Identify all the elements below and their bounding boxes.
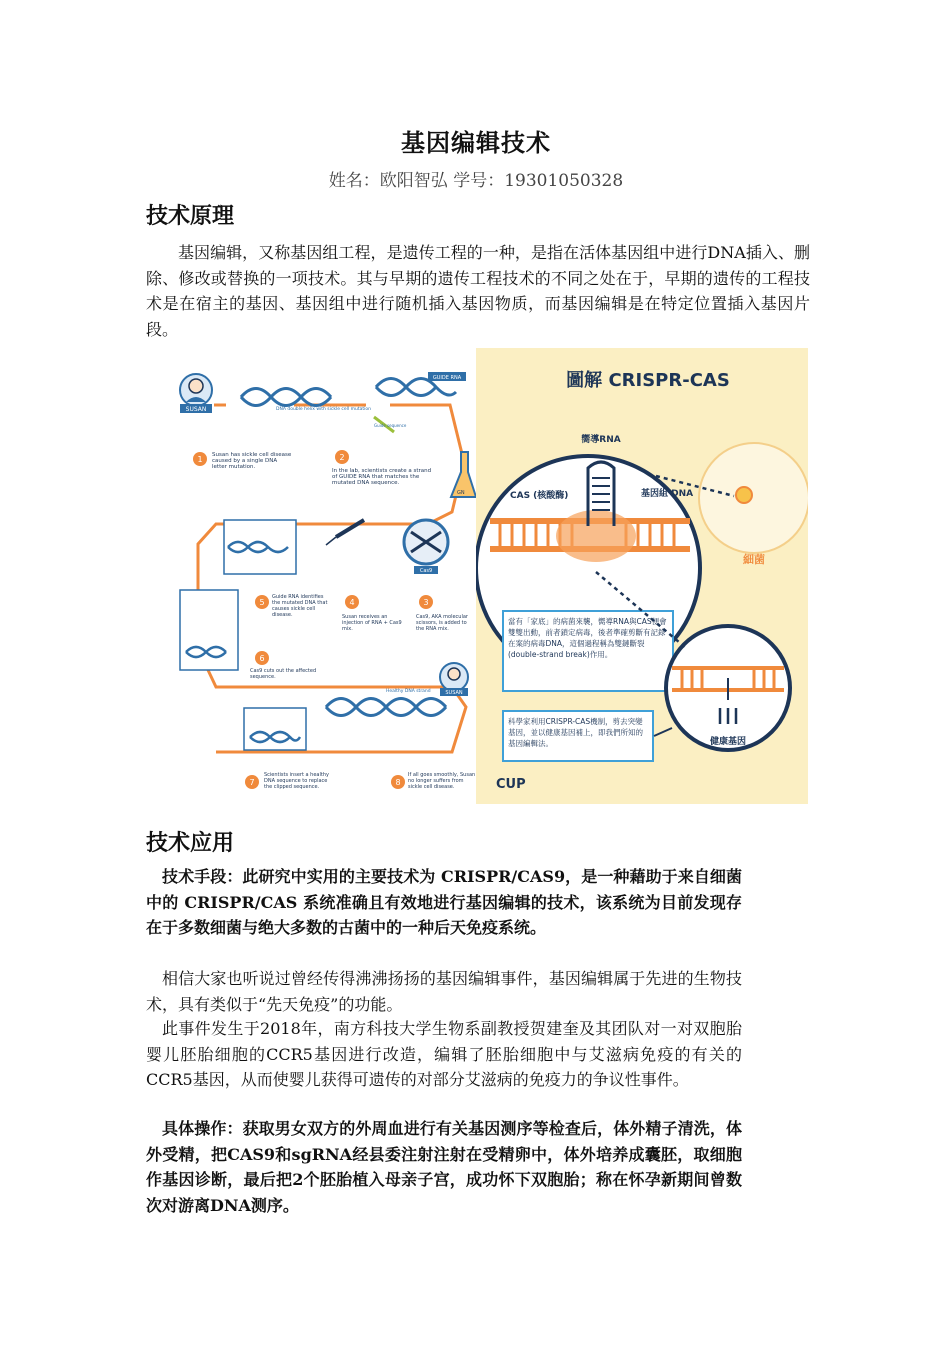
susan-healthy-avatar: [440, 663, 468, 696]
event-paragraph: 此事件发生于2018年，南方科技大学生物系副教授贺建奎及其团队对一对双胞胎婴儿胚胎细胞的CCR5基因进行改造，编辑了胚胎细胞中与艾滋病免疫的有关的CCR5基因，从而使婴儿获得可遗传的对部分艾滋病的免疫力的争议性事件。: [146, 1019, 742, 1089]
background-paragraph: 相信大家也听说过曾经传得沸沸扬扬的基因编辑事件，基因编辑属于先进的生物技术，具有类似于“先天免疫”的功能。: [146, 969, 742, 1014]
info-box-gene-editing: 科學家利用CRISPR-CAS機制，剪去突變基因，並以健康基因補上，即我們所知的基因編輯法。: [502, 710, 654, 762]
svg-text:5: 5: [259, 598, 265, 607]
svg-text:1: 1: [197, 455, 203, 464]
section-heading-application: 技术应用: [146, 831, 235, 856]
section-heading-principle: 技术原理: [146, 204, 235, 229]
guide-rna-label: GUIDE RNA: [432, 375, 462, 381]
step-6-box: [180, 590, 238, 670]
step-1-text: Susan has sickle cell disease caused by a single DNA letter mutation.: [212, 452, 292, 470]
info-box-double-strand-break: 當有「家底」的病菌來襲，嚮導RNA與CAS便會雙雙出動，前者鎖定病毒，後者準確剪斷有記錄在案的病毒DNA，這個過程稱為雙鏈斷裂(double-strand break)作用。: [502, 610, 674, 692]
svg-text:4: 4: [349, 598, 355, 607]
step-7-box: [244, 708, 306, 750]
svg-text:2: 2: [339, 453, 345, 462]
bacteria-label: 細菌: [743, 553, 765, 566]
step-2-text: In the lab, scientists create a strand of GUIDE RNA that matches the mutated DNA sequence.: [332, 468, 432, 486]
step-4-text: Susan receives an injection of RNA + Cas9 mix.: [342, 614, 402, 632]
author-line: 姓名：欧阳智弘 学号：19301050328: [328, 171, 624, 191]
technique-paragraph: 技术手段：此研究中实用的主要技术为 CRISPR/CAS9，是一种藉助于来自细菌中的 CRISPR/CAS 系统准确且有效地进行基因编辑的技术，该系统为目前发现存在于多数细菌与绝大多数的古菌中的一种后天免疫系统。: [146, 867, 742, 937]
cas-label: CAS (核酸酶): [510, 491, 569, 501]
procedure-paragraph: 具体操作：获取男女双方的外周血进行有关基因测序等检查后，体外精子清洗，体外受精，把CAS9和sgRNA经县委注射注射在受精卵中，体外培养成囊胚，取细胞作基因诊断，最后把2个胚胎植入母亲子宫，成功怀下双胞胎；称在怀孕新期间曾数次对游离DNA测序。: [146, 1119, 742, 1215]
susan-avatar: [180, 374, 212, 413]
svg-text:6: 6: [259, 654, 265, 663]
guide-seq-note: Guide sequence: [374, 423, 407, 428]
step-5-box: [224, 520, 296, 574]
infographic-title: 圖解 CRISPR-CAS: [566, 370, 730, 391]
step-8-text: If all goes smoothly, Susan no longer suffers from sickle cell disease.: [408, 772, 476, 790]
cas9-label: Cas9: [419, 568, 433, 574]
svg-text:8: 8: [395, 778, 401, 787]
crispr-process-figure: [176, 352, 476, 802]
step-5-text: Guide RNA identifies the mutated DNA that causes sickle cell disease.: [272, 594, 328, 618]
bacteria-cell: [699, 443, 808, 553]
cup-logo: CUP: [496, 777, 526, 792]
step-7-text: Scientists insert a healthy DNA sequence to replace the clipped sequence.: [264, 772, 329, 790]
step-3-text: Cas9, AKA molecular scissors, is added to the RNA mix.: [416, 614, 468, 632]
guide-rna-cn-label: 嚮導RNA: [581, 435, 621, 445]
susan-label: SUSAN: [185, 406, 207, 413]
svg-text:3: 3: [423, 598, 429, 607]
principle-paragraph: 基因编辑，又称基因组工程，是遗传工程的一种，是指在活体基因组中进行DNA插入、删除、修改或替换的一项技术。其与早期的遗传工程技术的不同之处在于，早期的遗传的工程技术是在宿主的基因、基因组中进行随机插入基因物质，而基因编辑是在特定位置插入基因片段。: [146, 243, 810, 339]
healthy-gene-label: 健康基因: [709, 737, 747, 747]
svg-text:SUSAN: SUSAN: [445, 690, 463, 696]
step-6-text: Cas9 cuts out the affected sequence.: [250, 668, 317, 680]
page-title: 基因编辑技术: [401, 128, 551, 157]
genome-dna-label: 基因組 DNA: [641, 489, 694, 499]
gn-label: GN: [457, 490, 465, 496]
crispr-cas-infographic: [476, 348, 808, 804]
dna-note: DNA double helix with sickle cell mutation: [276, 407, 371, 412]
svg-text:7: 7: [249, 778, 255, 787]
healthy-dna-label: Healthy DNA strand: [386, 689, 431, 694]
